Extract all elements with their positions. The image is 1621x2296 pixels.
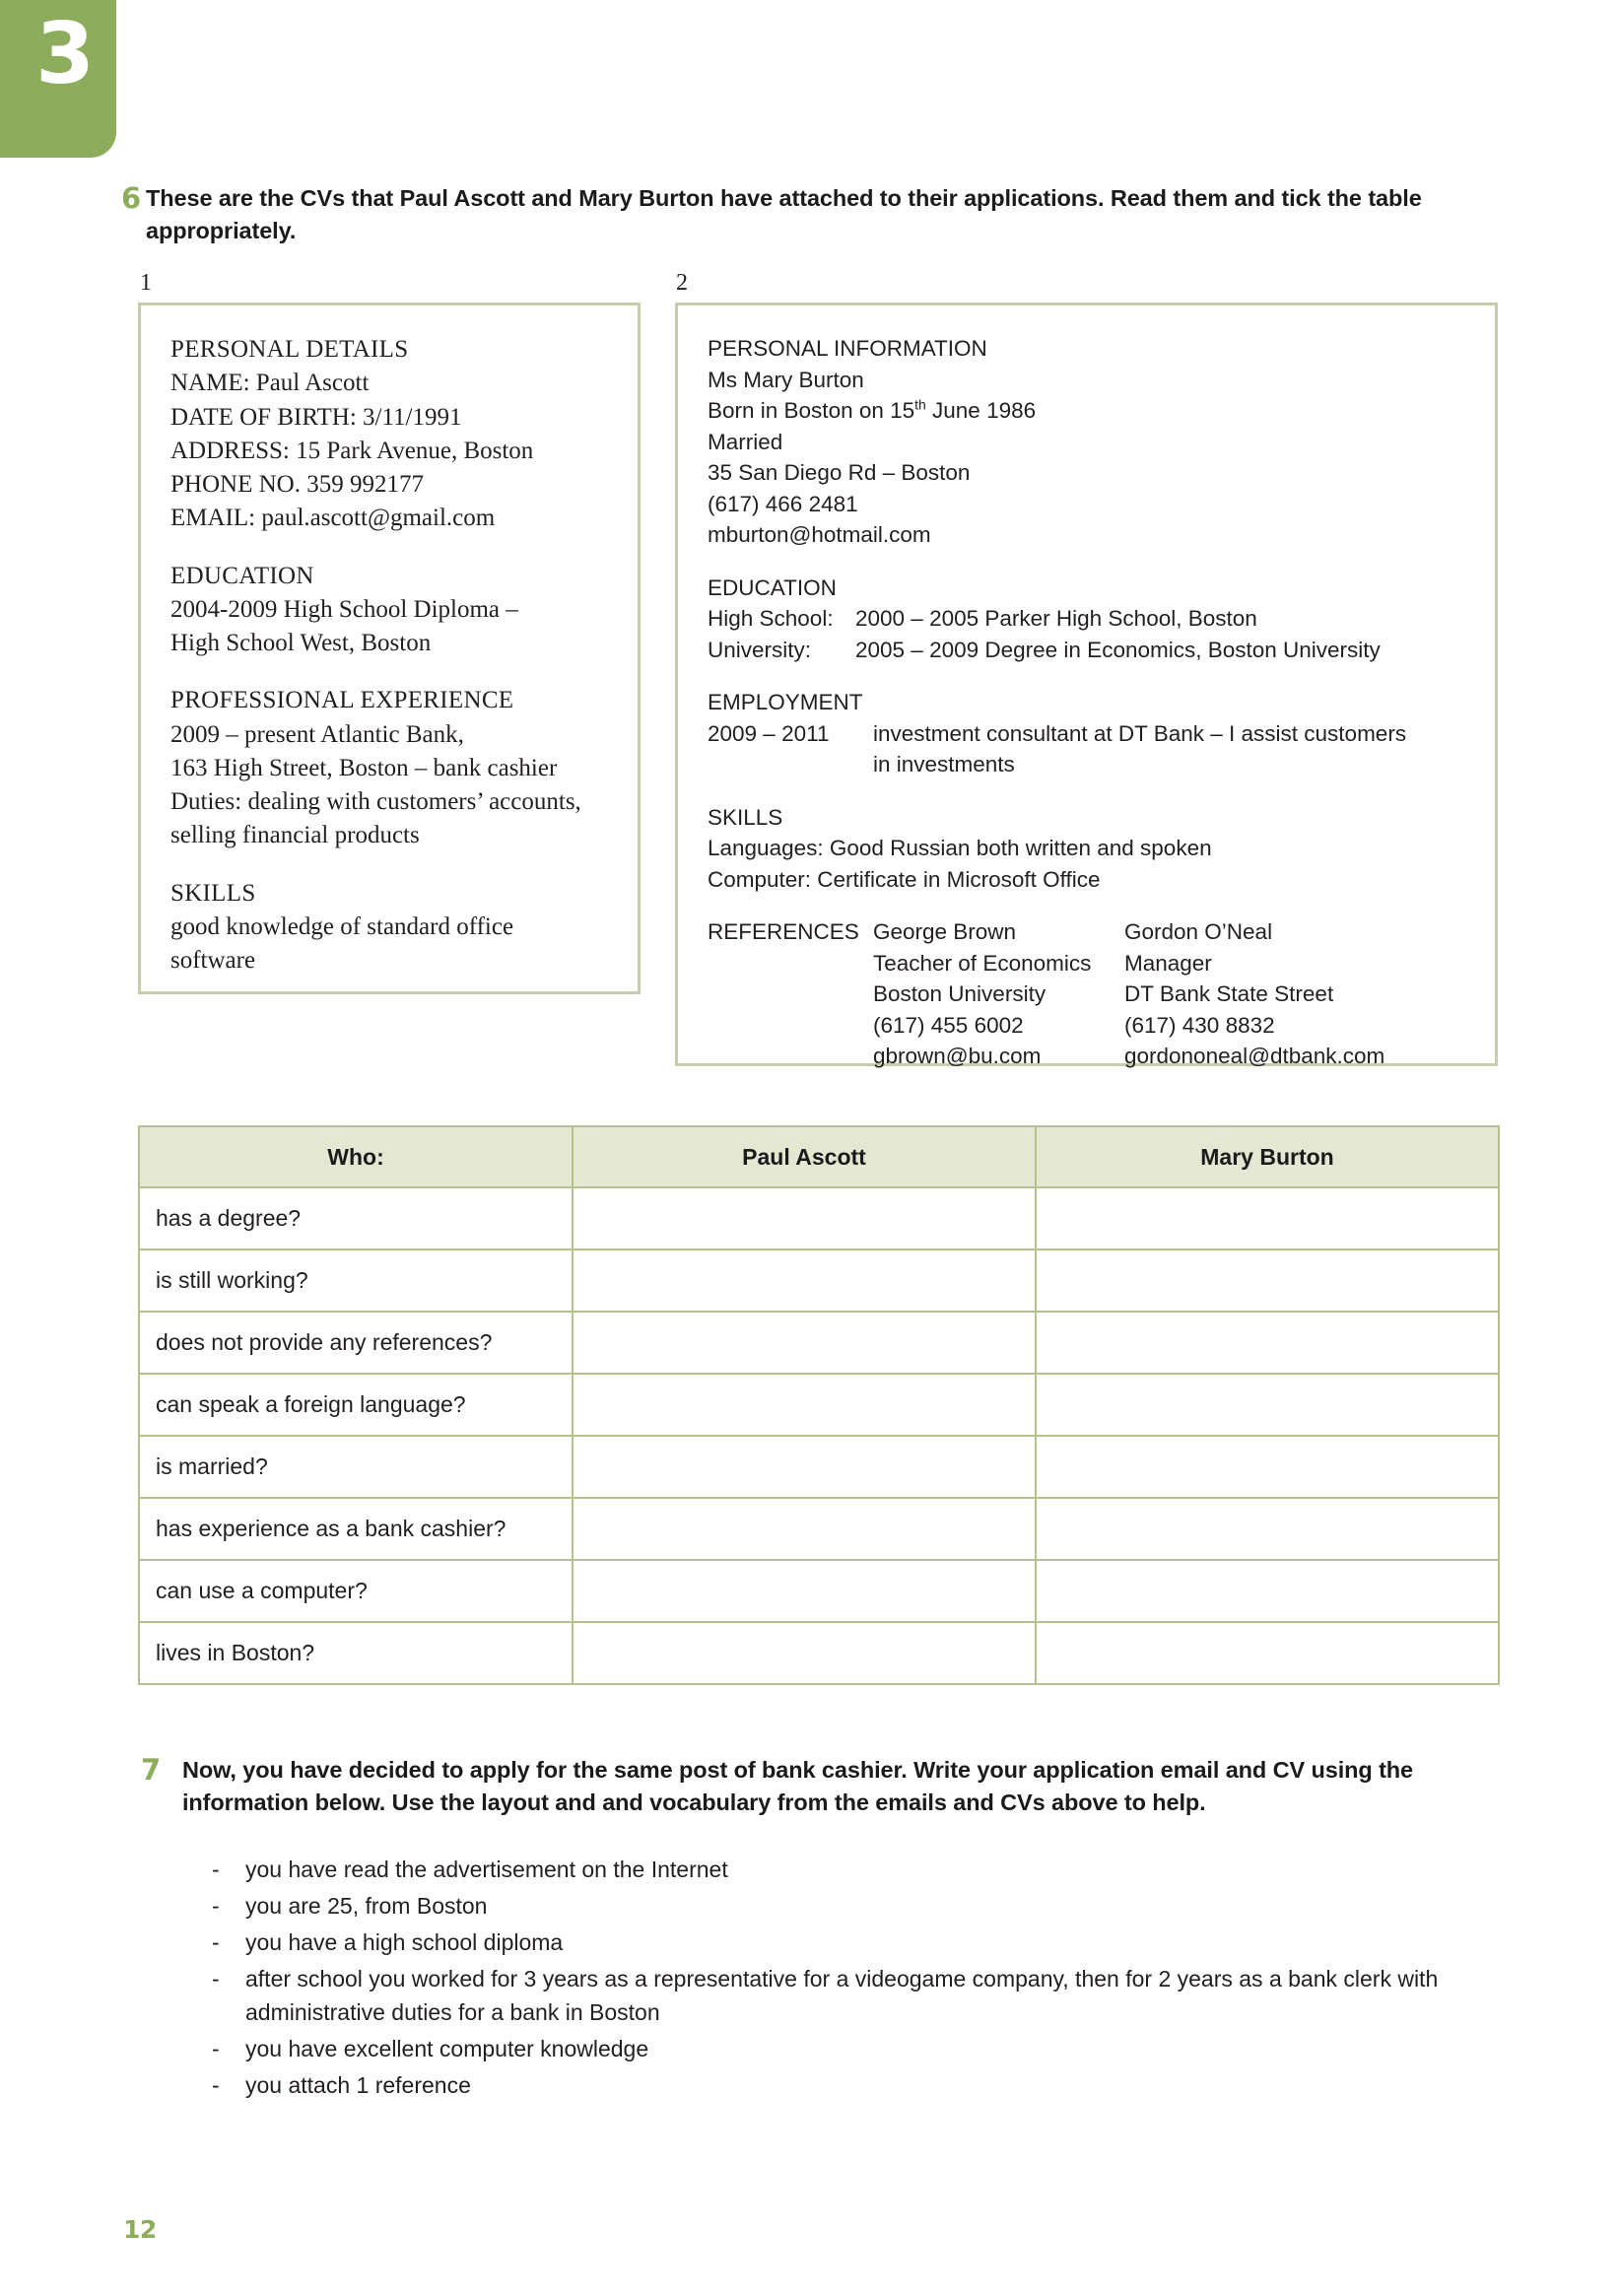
cv-left-skills-heading: SKILLS bbox=[170, 879, 256, 907]
chapter-tab bbox=[0, 0, 116, 158]
cv-paul-ascott bbox=[138, 303, 641, 994]
bullet-dash: - bbox=[212, 2036, 220, 2062]
tick-cell-mary[interactable] bbox=[1036, 1436, 1499, 1498]
cv-right-born-suffix: June 1986 bbox=[925, 398, 1037, 423]
cv-left-experience-line-2: 163 High Street, Boston – bank cashier bbox=[170, 754, 558, 781]
cv-left-skills-line-2: software bbox=[170, 947, 256, 974]
list-item bbox=[212, 2068, 1483, 2102]
table-header-mary-burton: Mary Burton bbox=[1036, 1126, 1499, 1187]
exercise-6 bbox=[121, 181, 1456, 248]
cv-right-phone: (617) 466 2481 bbox=[708, 491, 858, 516]
table-question: lives in Boston? bbox=[139, 1622, 573, 1684]
cv-mary-burton bbox=[675, 303, 1498, 1066]
exercise-7 bbox=[141, 1753, 1473, 1820]
cv-left-phone: PHONE NO. 359 992177 bbox=[170, 471, 424, 498]
cv-left-skills-line-1: good knowledge of standard office bbox=[170, 912, 514, 940]
cv-right-employment-detail-line-1: investment consultant at DT Bank – I assist customers bbox=[873, 720, 1407, 746]
cv-left-dob: DATE OF BIRTH: 3/11/1991 bbox=[170, 403, 462, 431]
cv-left-skills-block bbox=[170, 877, 612, 979]
cv-right-reference-2-email: gordononeal@dtbank.com bbox=[1124, 1044, 1385, 1068]
cv-right-skills-languages: Languages: Good Russian both written and spoken bbox=[708, 836, 1212, 860]
cv-right-employment-block bbox=[708, 687, 1469, 780]
cv-right-reference-2-role: Manager bbox=[1124, 950, 1212, 976]
cv-right-education-block bbox=[708, 573, 1469, 666]
cv-left-experience-heading: PROFESSIONAL EXPERIENCE bbox=[170, 687, 514, 714]
cv-right-personal-heading: PERSONAL INFORMATION bbox=[708, 336, 987, 361]
tick-cell-mary[interactable] bbox=[1036, 1312, 1499, 1374]
table-row bbox=[139, 1374, 1499, 1436]
exercise-7-instruction: Now, you have decided to apply for the same post of bank cashier. Write your application email and CV using the information below. Use the layout and and vocabulary from the emails and CVs above to help. bbox=[182, 1757, 1414, 1816]
cv-right-education-row-university bbox=[708, 635, 1469, 666]
list-item bbox=[212, 1889, 1483, 1923]
cv-left-address: ADDRESS: 15 Park Avenue, Boston bbox=[170, 437, 534, 464]
cv-right-skills-computer: Computer: Certificate in Microsoft Office bbox=[708, 866, 1101, 892]
bullet-dash: - bbox=[212, 1966, 220, 1992]
cv-left-label: 1 bbox=[140, 270, 152, 296]
tick-cell-paul[interactable] bbox=[573, 1622, 1036, 1684]
cv-right-employment-detail-line-2: in investments bbox=[873, 752, 1015, 777]
cv-right-employment-row bbox=[708, 718, 1469, 780]
tick-cell-mary[interactable] bbox=[1036, 1622, 1499, 1684]
bullet-dash: - bbox=[212, 2072, 220, 2099]
list-item bbox=[212, 1925, 1483, 1959]
tick-cell-paul[interactable] bbox=[573, 1560, 1036, 1622]
tick-cell-paul[interactable] bbox=[573, 1187, 1036, 1249]
tick-cell-paul[interactable] bbox=[573, 1249, 1036, 1312]
exercise-6-instruction: These are the CVs that Paul Ascott and Mary Burton have attached to their applications. Read them and tick the table appropriately. bbox=[146, 185, 1422, 244]
list-item bbox=[212, 2032, 1483, 2065]
table-question: can speak a foreign language? bbox=[139, 1374, 573, 1436]
bullet-text: you are 25, from Boston bbox=[245, 1893, 488, 1920]
table-row bbox=[139, 1436, 1499, 1498]
tick-cell-paul[interactable] bbox=[573, 1498, 1036, 1560]
cv-left-education-line-1: 2004-2009 High School Diploma – bbox=[170, 595, 518, 623]
bullet-text: you have read the advertisement on the Internet bbox=[245, 1857, 728, 1882]
tick-cell-paul[interactable] bbox=[573, 1312, 1036, 1374]
cv-left-experience-line-4: selling financial products bbox=[170, 822, 420, 849]
cv-right-born bbox=[708, 395, 1469, 427]
cv-left-personal-heading: PERSONAL DETAILS bbox=[170, 336, 409, 363]
cv-left-experience-line-3: Duties: dealing with customers’ accounts, bbox=[170, 788, 581, 815]
cv-left-education-line-2: High School West, Boston bbox=[170, 630, 432, 656]
cv-right-education-heading: EDUCATION bbox=[708, 574, 837, 600]
cv-left-name: NAME: Paul Ascott bbox=[170, 370, 370, 397]
table-question: has a degree? bbox=[139, 1187, 573, 1249]
tick-cell-mary[interactable] bbox=[1036, 1187, 1499, 1249]
table-header-paul-ascott: Paul Ascott bbox=[573, 1126, 1036, 1187]
exercise-6-number: 6 bbox=[121, 181, 142, 215]
cv-right-reference-1-email: gbrown@bu.com bbox=[873, 1044, 1042, 1068]
cv-right-education-value-university: 2005 – 2009 Degree in Economics, Boston University bbox=[855, 637, 1381, 662]
cv-right-born-prefix: Born in Boston on 15 bbox=[708, 398, 915, 423]
table-row bbox=[139, 1249, 1499, 1312]
cv-right-name: Ms Mary Burton bbox=[708, 367, 864, 392]
page-number: 12 bbox=[123, 2215, 157, 2244]
cv-right-employment-period: 2009 – 2011 bbox=[708, 720, 830, 746]
cv-right-skills-block bbox=[708, 802, 1469, 896]
cv-left-education-block bbox=[170, 560, 612, 661]
cv-left-email: EMAIL: paul.ascott@gmail.com bbox=[170, 505, 496, 532]
cv-right-label: 2 bbox=[676, 270, 688, 296]
table-question: is married? bbox=[139, 1436, 573, 1498]
table-question: does not provide any references? bbox=[139, 1312, 573, 1374]
list-item bbox=[212, 1853, 1483, 1886]
cv-right-reference-1-role: Teacher of Economics bbox=[873, 950, 1092, 976]
table-header-who: Who: bbox=[139, 1126, 573, 1187]
cv-right-education-label-highschool: High School: bbox=[708, 606, 834, 631]
cv-right-reference-2-org: DT Bank State Street bbox=[1124, 981, 1334, 1006]
cv-right-reference-2 bbox=[1124, 916, 1469, 1072]
bullet-dash: - bbox=[212, 1857, 220, 1882]
list-item bbox=[212, 1962, 1483, 2029]
bullet-dash: - bbox=[212, 1929, 220, 1956]
cv-right-email: mburton@hotmail.com bbox=[708, 522, 931, 547]
cv-right-born-ordinal: th bbox=[914, 396, 926, 413]
tick-cell-mary[interactable] bbox=[1036, 1560, 1499, 1622]
cv-right-personal-block bbox=[708, 333, 1469, 551]
tick-cell-mary[interactable] bbox=[1036, 1249, 1499, 1312]
cv-right-reference-2-name: Gordon O’Neal bbox=[1124, 919, 1273, 944]
table-question: is still working? bbox=[139, 1249, 573, 1312]
cv-right-reference-2-phone: (617) 430 8832 bbox=[1124, 1012, 1275, 1038]
bullet-text: you have a high school diploma bbox=[245, 1929, 564, 1956]
cv-right-education-value-highschool: 2000 – 2005 Parker High School, Boston bbox=[855, 606, 1257, 631]
cv-right-marital-status: Married bbox=[708, 429, 783, 454]
table-row bbox=[139, 1498, 1499, 1560]
tick-cell-paul[interactable] bbox=[573, 1374, 1036, 1436]
table-row bbox=[139, 1312, 1499, 1374]
cv-right-reference-1-phone: (617) 455 6002 bbox=[873, 1012, 1024, 1038]
cv-right-skills-heading: SKILLS bbox=[708, 804, 783, 830]
cv-right-reference-1-name: George Brown bbox=[873, 919, 1017, 944]
table-header-row bbox=[139, 1126, 1499, 1187]
cv-right-employment-heading: EMPLOYMENT bbox=[708, 690, 863, 714]
tick-cell-mary[interactable] bbox=[1036, 1374, 1499, 1436]
cv-right-education-row-highschool bbox=[708, 603, 1469, 635]
table-row bbox=[139, 1187, 1499, 1249]
bullet-dash: - bbox=[212, 1893, 220, 1920]
tick-cell-paul[interactable] bbox=[573, 1436, 1036, 1498]
exercise-7-bullet-list bbox=[212, 1853, 1483, 2105]
cv-right-references-block bbox=[708, 916, 1469, 1072]
cv-right-employment-detail bbox=[873, 718, 1469, 780]
bullet-text: after school you worked for 3 years as a representative for a videogame company, then for 2 years as a bank clerk with administrative duties for a bank in Boston bbox=[245, 1966, 1439, 2026]
table-question: has experience as a bank cashier? bbox=[139, 1498, 573, 1560]
table-question: can use a computer? bbox=[139, 1560, 573, 1622]
tick-cell-mary[interactable] bbox=[1036, 1498, 1499, 1560]
cv-left-experience-line-1: 2009 – present Atlantic Bank, bbox=[170, 720, 464, 748]
cv-left-personal-block bbox=[170, 333, 612, 536]
bullet-text: you have excellent computer knowledge bbox=[245, 2036, 649, 2062]
cv-right-references-heading: REFERENCES bbox=[708, 919, 859, 944]
cv-left-experience-block bbox=[170, 684, 612, 852]
bullet-text: you attach 1 reference bbox=[245, 2072, 471, 2099]
cv-right-education-label-university: University: bbox=[708, 637, 812, 662]
chapter-number: 3 bbox=[35, 5, 93, 103]
cv-right-address: 35 San Diego Rd – Boston bbox=[708, 460, 971, 485]
cv-right-reference-1-org: Boston University bbox=[873, 981, 1047, 1006]
table-row bbox=[139, 1560, 1499, 1622]
table-row bbox=[139, 1622, 1499, 1684]
cv-left-education-heading: EDUCATION bbox=[170, 562, 314, 589]
comparison-table bbox=[138, 1125, 1500, 1685]
cv-right-reference-1 bbox=[873, 916, 1124, 1072]
exercise-7-number: 7 bbox=[141, 1753, 162, 1787]
